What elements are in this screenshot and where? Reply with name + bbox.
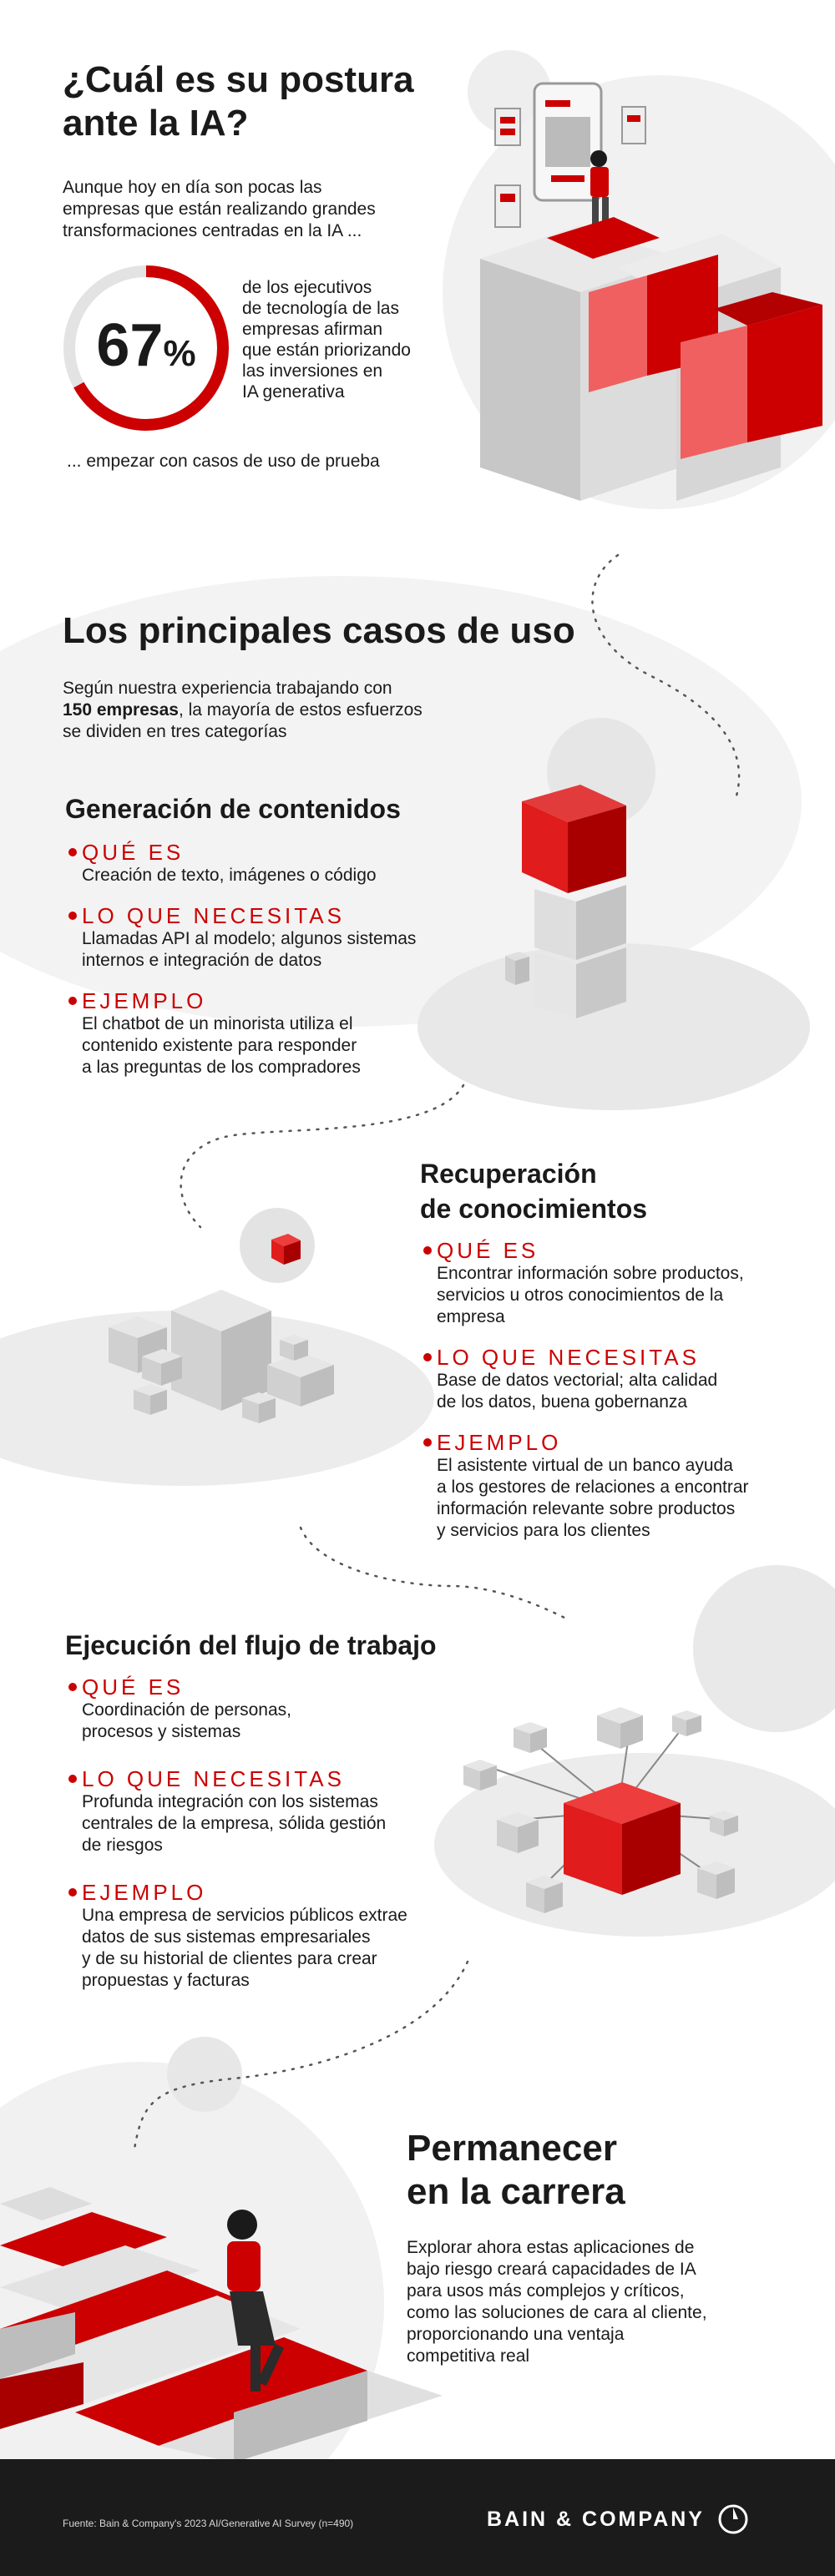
case1-need [82,903,466,972]
stat-donut [58,260,234,436]
posture-intro-line: empresas que están realizando grandes [63,200,376,219]
case2-what [437,1238,812,1328]
case2-example-label: EJEMPLO [437,1430,562,1455]
footer [0,2459,835,2576]
case3-title: Ejecución del flujo de trabajo [65,1630,437,1660]
stay-in-race-body-line: para usos más complejos y críticos, [407,2281,685,2301]
track-blocks [0,2187,443,2462]
bullet-icon [68,1888,77,1897]
stat-desc-line: que están priorizando [242,341,411,360]
case1-what-label: QUÉ ES [82,840,185,865]
stay-in-race-body-line: Explorar ahora estas aplicaciones de [407,2238,695,2257]
case1-need-label: LO QUE NECESITAS [82,903,345,928]
section-stay-in-race [407,2127,807,2367]
case3-example-label: EJEMPLO [82,1880,207,1905]
case2-what-text: Encontrar información sobre productos, [437,1264,744,1283]
page-title [63,58,463,145]
case2-title-line1: Recuperación [420,1159,597,1189]
stay-in-race-body-line: como las soluciones de cara al cliente, [407,2303,707,2322]
case2-example [437,1430,812,1542]
stay-in-race-title-line2: en la carrera [407,2171,625,2212]
case2-need-text: Base de datos vectorial; alta calidad [437,1371,718,1390]
stat-unit: % [163,333,196,374]
bullet-icon [68,1775,77,1783]
case3-need-label: LO QUE NECESITAS [82,1766,345,1791]
case2-what-label: QUÉ ES [437,1238,539,1263]
case3-example-text: Una empresa de servicios públicos extrae [82,1906,407,1925]
case3-what-text: Coordinación de personas, [82,1700,291,1720]
cube-network-illustration [451,1686,768,1937]
stat-number: 67 [96,312,164,379]
case3-need-text: centrales de la empresa, sólida gestión [82,1814,387,1833]
stat-description [242,277,459,402]
case2-what-text: servicios u otros conocimientos de la [437,1285,724,1305]
stat-desc-line: empresas afirman [242,320,383,339]
bullet-icon [68,1683,77,1691]
case1-need-text: internos e integración de datos [82,951,322,970]
person-figure-icon [590,150,609,227]
footer-source: Fuente: Bain & Company's 2023 AI/Generative AI Survey (n=490) [63,2518,354,2529]
bullet-icon [423,1438,432,1447]
stat-desc-line: de los ejecutivos [242,278,372,297]
case2-what-text: empresa [437,1307,505,1326]
case1-example-text: contenido existente para responder [82,1036,357,1055]
case3-what-text: procesos y sistemas [82,1722,241,1741]
case3-need [82,1766,483,1856]
case1-what [82,840,466,886]
use-cases-intro [63,678,647,743]
case3-example-text: datos de sus sistemas empresariales [82,1927,371,1947]
posture-closing: ... empezar con casos de uso de prueba [67,452,380,471]
case3-need-text: Profunda integración con los sistemas [82,1792,378,1811]
stay-in-race-body [407,2237,807,2367]
race-track-illustration [0,2078,451,2462]
case2-example-text: El asistente virtual de un banco ayuda [437,1456,733,1475]
case2-example-text: información relevante sobre productos [437,1499,736,1518]
use-cases-intro-rest: , la mayoría de estos esfuerzos [178,700,423,720]
bullet-icon [423,1353,432,1361]
case-content-generation [65,791,466,1095]
posture-intro-line: transformaciones centradas en la IA ... [63,221,362,240]
case1-example-label: EJEMPLO [82,988,207,1013]
case2-example-text: a los gestores de relaciones a encontrar [437,1477,749,1497]
cube-cluster-illustration [100,1219,367,1436]
posture-intro-line: Aunque hoy en día son pocas las [63,178,322,197]
stay-in-race-body-line: competitiva real [407,2346,530,2366]
use-cases-intro-line: se dividen en tres categorías [63,722,287,741]
staircase-blocks [480,217,822,501]
brand-clock-icon [716,2503,750,2536]
use-cases-title: Los principales casos de uso [63,610,575,651]
case1-what-text: Creación de texto, imágenes o código [82,866,377,885]
case-workflow-execution [65,1628,483,2008]
section-use-cases [63,609,647,743]
posture-intro [63,177,463,242]
stay-in-race-body-line: bajo riesgo creará capacidades de IA [407,2260,696,2279]
case2-need-text: de los datos, buena gobernanza [437,1392,688,1412]
page-title-line1: ¿Cuál es su postura [63,59,414,100]
cube-stack-illustration [501,776,668,1027]
case3-need-text: de riesgos [82,1836,163,1855]
case2-title [420,1156,812,1226]
case1-title: Generación de contenidos [65,794,401,824]
section-posture [63,58,463,242]
case2-need-label: LO QUE NECESITAS [437,1345,700,1370]
bullet-icon [68,848,77,856]
bullet-icon [68,912,77,920]
case3-example-text: propuestas y facturas [82,1971,250,1990]
case1-example [82,988,466,1078]
stay-in-race-title-line1: Permanecer [407,2128,617,2169]
staircase-illustration [480,67,831,534]
case1-need-text: Llamadas API al modelo; algunos sistemas [82,929,417,948]
case2-need [437,1345,812,1413]
case-knowledge-retrieval [420,1156,812,1558]
stat-desc-line: de tecnología de las [242,299,399,318]
case1-example-text: El chatbot de un minorista utiliza el [82,1014,353,1033]
stat-value [58,312,234,379]
use-cases-intro-line [63,700,647,721]
stay-in-race-body-line: proporcionando una ventaja [407,2325,625,2344]
bullet-icon [423,1246,432,1255]
use-cases-intro-line: Según nuestra experiencia trabajando con [63,679,392,698]
stat-desc-line: IA generativa [242,382,345,402]
bullet-icon [68,997,77,1005]
case2-example-text: y servicios para los clientes [437,1521,650,1540]
case3-example [82,1880,483,1992]
case3-example-text: y de su historial de clientes para crear [82,1949,377,1968]
stat-desc-line: las inversiones en [242,361,383,381]
case1-example-text: a las preguntas de los compradores [82,1058,361,1077]
brand-logo[interactable] [487,2503,750,2536]
case3-what [82,1674,483,1743]
page-title-line2: ante la IA? [63,103,249,144]
case3-what-label: QUÉ ES [82,1674,185,1700]
use-cases-intro-bold: 150 empresas [63,700,179,720]
case2-title-line2: de conocimientos [420,1194,648,1224]
brand-name: BAIN & COMPANY [487,2507,705,2531]
stay-in-race-title [407,2127,807,2214]
